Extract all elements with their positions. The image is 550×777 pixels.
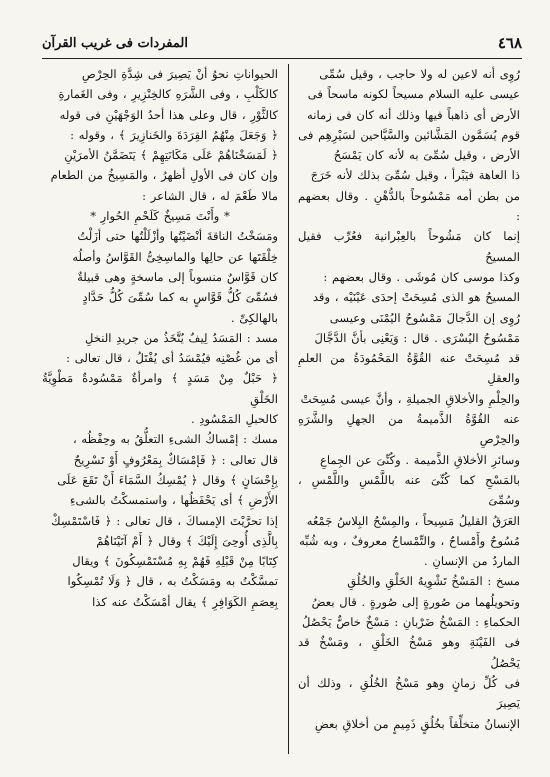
text-line: بِإِحْسَانٍ ﴾ وقال ﴿ يُمْسِكُ السَّمَاءَ أَنْ تَقَعَ عَلَى [57,472,278,487]
text-line: ﴿ وَجَعَلَ مِنْهُمُ القِرَدَةَ والخَنازِيرَ ﴾ ، وقوله : [70,127,278,142]
text-line: فى كُلِّ زمانٍ وهو مَسْخُ الخُلُقِ ، وذلك أن يَصِيرَ [298,675,520,711]
text-line: كالكَلْبِ ، وفى الشَّرَهِ كالخِنْزِيرِ ، وفى الغَمارةِ [58,87,278,102]
text-line: خِلْقَتَها عن حالِها والماسِخِىُّ القَوَّاسُ وأصلُه [72,249,278,264]
text-line: كان قَوَّاسٌ منسوباً إلى ماسخةٍ وهى قبيلةٌ [77,269,278,284]
text-line: الماردُ من الإنسانِ . [424,554,520,569]
text-line: ﴿ لَمَسَخْنَاهُمْ عَلَى مَكَانَتِهِمْ ﴾ يَتَضَمَّنُ الأمرَيْنِ [64,148,278,163]
text-line: العَرَقُ القليلُ مَسِيحاً ، والمِسْحُ البِلاسُ جَمْعُه [306,513,520,528]
text-line: مسك : إمْساكُ الشىءِ التعلُّقُ به وحِفْظُه ، [73,432,278,447]
text-line: قد مُسِحَتْ عنه القُوَّةُ المَحْمُودَةُ من العلمِ والعقلِ [298,351,520,386]
text-line: والحِلْمِ والأخلاقِ الجميلةِ ، وأنَّ عيسى مُسِحَتْ [300,391,520,406]
text-line: وسائرِ الأخلاقِ الذَّميمة . وكُنِّىَ عن الجِماعِ [319,452,520,467]
running-title: المفردات فى غريب القرآن [42,35,188,51]
text-line: وكذا موسى كان مُوشَى . وقال بعضهم : [323,269,520,284]
text-line: رُوِى أنه لاعين له ولا حاجب ، وقيل سُمِّى [319,67,520,81]
text-line: إذا تحرَّيْتَ الإمساكَ ، قال تعالى : ﴿ فَاسْتَمْسِكْ [51,513,278,528]
text-line: أى من غُصْنِه فيُمْسَدُ أى يُفْتَلُ ، قال تعالى : [66,351,278,366]
text-line: رُوِى إن الدَّجالَ مَمْسُوحُ اليُمْنَى وعيسى [329,310,520,325]
text-line: مالا طَعْمَ له ، قال الشاعر : [142,188,278,203]
page-header [42,30,522,56]
text-line: الإنسانُ متخلِّقاً بخُلُقٍ ذَمِيمٍ من أخلاقِ بعضِ [314,716,520,731]
text-line: عيسى عليه السلام مسيحاً لكونه ماسحاً فى [307,87,520,102]
text-line: كِتَابًا مِنْ قَبْلِهِ فَهُمْ بِهِ مُسْتَمْسِكُونَ ﴾ ويقال [72,554,278,569]
text-line: ﴿ حَبْلٌ مِنْ مَسَدٍ ﴾ وامرأةٌ مَمْسُودةٌ مَطْوِيَّةُ الخَلْقِ [42,371,278,406]
text-line: تمسَّكْتُ به ومَسَكْتُ به ، قال ﴿ وَلَا تُمْسِكُوا [67,574,278,589]
text-line: قوم يُسَمَّون المَشَّائين والسَّيَّاحين لسَيْرِهِم فى [298,127,520,142]
right-text-column [298,64,520,754]
text-line: مُسُوحٌ وأَمْساحٌ ، والتِّمْساحُ معروفٌ ، وبه شُبِّه [299,533,520,548]
text-line: ذا العاهة فيَبْرأ ، وقيل سُمِّىَ بذلك لأنه خَرَجَ [310,168,520,183]
text-line: بِالَّذِى أُوحِىَ إِلَيْكَ ﴾ وقال ﴿ أَمْ آتَيْنَاهُمْ [96,533,278,548]
text-line: من بطن أمه مَمْسُوحاً بالدُّهْنِ . وقال بعضهم : [298,188,520,224]
text-line: المسيحُ هو الذى مُسِحَتْ إحدَى عَيْنَيْه ، وقد [312,290,520,305]
text-line: بالهالكِىِّ . [230,310,278,325]
text-line: الحكماءِ : المَسْخُ ضَرْبانِ : مَسْخٌ خاصٌّ يَحْصُلُ [301,615,520,630]
text-line: الأرض أى ذاهباً فيها وذلك أنه كان فى زمانه [307,107,520,122]
text-line: * وأَنْتَ مَسِيخٌ كَلَحْمِ الحُوارِ * [90,209,230,224]
text-line: كالثَّوْرِ ، قال وعلى هذا أحدُ الوَجْهَيْنِ فى قوله [59,107,278,122]
header-rule [42,58,522,59]
text-line: ومَسَخْتُ الناقةَ أنْضَيْتُها وأزْلَلْتُها حتى أزَلْتُ [77,229,278,244]
text-line: الحيواناتِ نحوُ أنْ يَصِيرَ فى شِدَّةِ الحِرْصِ [81,67,278,81]
text-line: بِعِصَمِ الكَوَافِرِ ﴾ يقال أمْسَكْتُ عنه كذا [92,594,278,609]
text-line: فسُمِّىَ كُلُّ قَوَّاسٍ به كما سُمِّىَ كُلُّ حَدَّادٍ [82,290,278,305]
text-line: مَمْسُوحُ اليُسْرَى . قال : وَيَعْنِى بأنَّ الدَّجَّالَ [314,330,520,345]
text-line: بالمَسْحِ كما كُنِّىَ عنه باللَّمْسِ واللَّمْسِ ، وسُمِّىَ [298,472,520,508]
left-text-column [42,64,278,754]
text-line: فى الفَيْنَةِ وهو مَسْخُ الخَلْقِ ، ومَسْخٌ قد يَحْصُلُ [298,635,520,670]
page-number: ٤٦٨ [497,34,522,52]
text-line: كالحبلِ المَمْسُودِ . [190,412,278,427]
text-line: قال تعالى : ﴿ فَإمْسَاكٌ بِمَعْرُوفٍ أَوْ تَسْرِيحٌ [73,452,278,467]
text-line: الأَرْضِ ﴾ أى يَحْفَظُها ، واستمسكْتُ بالشىءِ [70,493,278,508]
text-line: وتحويلُهما من صُورةٍ إلى صُورةٍ . قال بعضُ [311,594,520,609]
column-divider [288,64,289,754]
text-line: مسخ : المَسْخُ تَشْوِيهُ الخَلْقِ والخُلُقِ [347,574,520,589]
text-line: الأرض ، وقيل سُمِّىَ به لأنه كان يَمْسَحُ [333,148,520,163]
text-line: إنما كان مَشُوحاً بالعِبْرانية فعُرِّب فقيل المسيحُ [298,229,520,264]
text-line: عنه القُوَّةُ الذَّميمةُ من الجهلِ والشَّرَهِ والحِرْصِ [298,412,520,447]
text-line: مسد : المَسَدُ لِيفٌ يُتَّخَذُ من جريدِ النخلِ [85,330,278,345]
text-line: وإن كان فى الأولِ أظهرُ ، والمَسِيخُ من الطعام [50,168,278,183]
